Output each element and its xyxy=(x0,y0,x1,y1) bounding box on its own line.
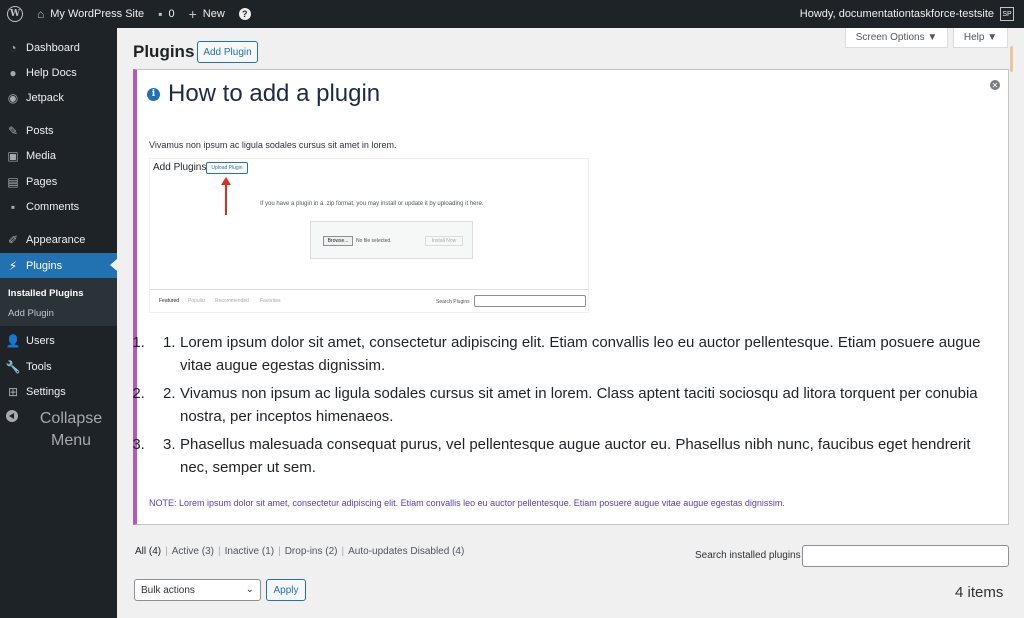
plugins-submenu xyxy=(0,278,117,326)
comments-link[interactable] xyxy=(151,0,181,28)
media-icon: ▣ xyxy=(7,148,19,163)
screenshot-title: Add Plugins xyxy=(153,162,207,173)
screenshot-no-file: No file selected. xyxy=(356,238,392,244)
close-icon: ✕ xyxy=(991,80,999,90)
bulk-actions-value: Bulk actions xyxy=(141,584,195,596)
sidebar-item-label: Settings xyxy=(26,385,66,398)
sidebar-item-users[interactable] xyxy=(0,328,117,353)
site-name: My WordPress Site xyxy=(50,8,145,20)
add-plugin-button[interactable]: Add Plugin xyxy=(197,41,258,63)
sidebar-item-jetpack[interactable] xyxy=(0,85,117,110)
sidebar-item-label: Appearance xyxy=(26,233,86,246)
step-number: 2. 2. xyxy=(163,385,176,402)
notice-title-text: How to add a plugin xyxy=(168,80,381,107)
brush-icon: ✐ xyxy=(7,232,19,247)
filter-inactive[interactable]: Inactive (1) xyxy=(224,546,275,557)
apply-button[interactable]: Apply xyxy=(266,579,306,601)
sidebar-item-settings[interactable] xyxy=(0,379,117,404)
screenshot-instruction: If you have a plugin in a .zip format, you may install or update it by uploading it here. xyxy=(260,201,484,207)
pages-icon: ▤ xyxy=(7,174,19,189)
comment-bubble-icon: ▪ xyxy=(158,7,163,21)
step-number: 1. 1. xyxy=(163,334,176,351)
notice-note: NOTE: Lorem ipsum dolor sit amet, consectetur adipiscing elit. Etiam convallis leo eu auctor pellentesque. Etiam posuere augue vitae augue egestas dignissim. xyxy=(149,498,785,508)
wordpress-logo-icon: W xyxy=(7,6,23,22)
filter-count: (4) xyxy=(148,546,162,557)
list-item xyxy=(149,433,994,479)
dismiss-notice-button[interactable] xyxy=(990,80,1000,90)
screenshot-search-label: Search Plugins xyxy=(436,299,470,305)
user-icon: 👤 xyxy=(5,333,21,348)
settings-icon: ⊞ xyxy=(7,384,19,399)
sidebar-item-plugins[interactable] xyxy=(0,253,117,278)
screenshot-filter-bar xyxy=(150,289,588,311)
sidebar-item-dashboard[interactable] xyxy=(0,35,117,60)
screenshot-tab-favorites: Favorites xyxy=(260,298,281,304)
new-content-link[interactable] xyxy=(182,0,232,28)
wrench-icon: 🔧 xyxy=(5,359,21,374)
filter-count: (2) xyxy=(325,546,338,557)
items-count: 4 items xyxy=(955,584,1004,601)
screenshot-install-button: Install Now xyxy=(425,236,463,246)
sidebar-item-comments[interactable] xyxy=(0,194,117,219)
site-name-link[interactable] xyxy=(30,0,151,28)
steps-list xyxy=(149,331,994,484)
greeting: Howdy, documentationtaskforce-testsite xyxy=(799,8,994,20)
sidebar-item-help-docs[interactable] xyxy=(0,60,117,85)
notice-title xyxy=(147,80,380,108)
sidebar-item-label: Pages xyxy=(26,175,58,188)
comments-count: 0 xyxy=(168,8,175,20)
sidebar-item-label: Tools xyxy=(26,360,52,373)
filter-all[interactable]: All (4) xyxy=(135,546,162,557)
sidebar-item-label: Dashboard xyxy=(26,41,80,54)
filter-dropins[interactable]: Drop-ins (2) xyxy=(284,546,338,557)
avatar: SP xyxy=(1000,7,1014,21)
step-text: Phasellus malesuada consequat purus, vel pellentesque augue auctor eu. Phasellus nibh nunc, faucibus eget hendrerit nec, semper ut sem. xyxy=(180,436,971,476)
step-text: Lorem ipsum dolor sit amet, consectetur adipiscing elit. Etiam convallis leo eu auctor pellentesque. Etiam posuere augue vitae augue egestas dignissim. xyxy=(180,334,981,374)
pin-icon: ✎ xyxy=(7,123,19,138)
bulk-actions-select[interactable] xyxy=(134,579,261,601)
step-number: 3. 3. xyxy=(163,436,176,453)
search-plugins-label: Search installed plugins xyxy=(695,550,801,561)
help-button[interactable]: Help ▼ xyxy=(953,28,1008,48)
red-arrow-shaft xyxy=(225,183,227,215)
filter-count: (4) xyxy=(452,546,465,557)
filter-autoupdates-disabled[interactable]: Auto-updates Disabled (4) xyxy=(348,546,465,557)
sidebar-item-posts[interactable] xyxy=(0,118,117,143)
sidebar-item-pages[interactable] xyxy=(0,169,117,194)
comment-icon: ▪ xyxy=(10,199,16,214)
dashboard-icon: ◔ xyxy=(9,40,17,55)
sidebar-item-label: Plugins xyxy=(26,259,63,272)
jetpack-icon: ◉ xyxy=(7,90,19,105)
sidebar-item-label: Help Docs xyxy=(26,66,77,79)
filter-count: (3) xyxy=(201,546,214,557)
main-content xyxy=(117,28,1024,618)
screenshot-tab-recommended: Recommended xyxy=(215,298,249,304)
sidebar-item-appearance[interactable] xyxy=(0,227,117,252)
sidebar-item-label: Posts xyxy=(26,124,54,137)
help-link[interactable] xyxy=(232,0,258,28)
screenshot-tab-popular: Popular xyxy=(188,298,206,304)
plugin-icon: ⚡ xyxy=(8,258,18,273)
list-item xyxy=(149,331,994,377)
chevron-down-icon: ⌄ xyxy=(245,584,254,595)
sidebar-item-label: Users xyxy=(26,334,55,347)
search-plugins-input[interactable] xyxy=(802,545,1009,567)
sidebar-item-tools[interactable] xyxy=(0,354,117,379)
screenshot-tab-featured: Featured xyxy=(159,298,180,304)
home-icon: ⌂ xyxy=(37,7,45,21)
sidebar-item-label: Media xyxy=(26,149,56,162)
collapse-arrow-icon xyxy=(6,410,18,422)
info-icon: i xyxy=(147,88,160,101)
admin-sidebar xyxy=(0,28,117,618)
help-icon: ? xyxy=(239,8,251,20)
filter-active[interactable]: Active (3) xyxy=(171,546,214,557)
scrollbar-thumb[interactable] xyxy=(1010,46,1013,72)
submenu-add-plugin[interactable]: Add Plugin xyxy=(8,308,54,319)
embedded-screenshot xyxy=(149,158,589,313)
new-label: New xyxy=(202,8,225,20)
help-icon: ● xyxy=(9,65,17,80)
list-item xyxy=(149,382,994,428)
screenshot-search-box xyxy=(474,295,586,307)
sidebar-item-label: Comments xyxy=(26,200,80,213)
step-text: Vivamus non ipsum ac ligula sodales cursus sit amet in lorem. Class aptent taciti sociosqu ad litora torquent per conubia nostra, per inceptos himenaeos. xyxy=(180,385,978,425)
sidebar-item-label: Jetpack xyxy=(26,91,64,104)
page-title: Plugins xyxy=(133,42,195,61)
wordpress-logo-button[interactable] xyxy=(0,0,30,28)
plugin-status-filters: All (4) | Active (3) | Inactive (1) | Drop-ins (2) | Auto-updates Disabled (4) xyxy=(135,546,465,557)
screenshot-browse-button: Browse... xyxy=(323,236,353,246)
how-to-notice xyxy=(133,69,1009,525)
plus-icon: + xyxy=(188,6,197,22)
filter-count: (1) xyxy=(261,546,275,557)
submenu-installed-plugins[interactable]: Installed Plugins xyxy=(8,288,84,299)
sidebar-item-media[interactable] xyxy=(0,143,117,168)
my-account-link[interactable] xyxy=(793,0,1024,28)
collapse-menu-label: Collapse Menu xyxy=(39,410,103,449)
screenshot-upload-button: Upload Plugin xyxy=(206,162,248,174)
screen-options-button[interactable]: Screen Options ▼ xyxy=(845,28,948,48)
admin-bar xyxy=(0,0,1024,28)
notice-intro: Vivamus non ipsum ac ligula sodales cursus sit amet in lorem. xyxy=(149,140,397,150)
screenshot-upload-box xyxy=(310,221,473,259)
